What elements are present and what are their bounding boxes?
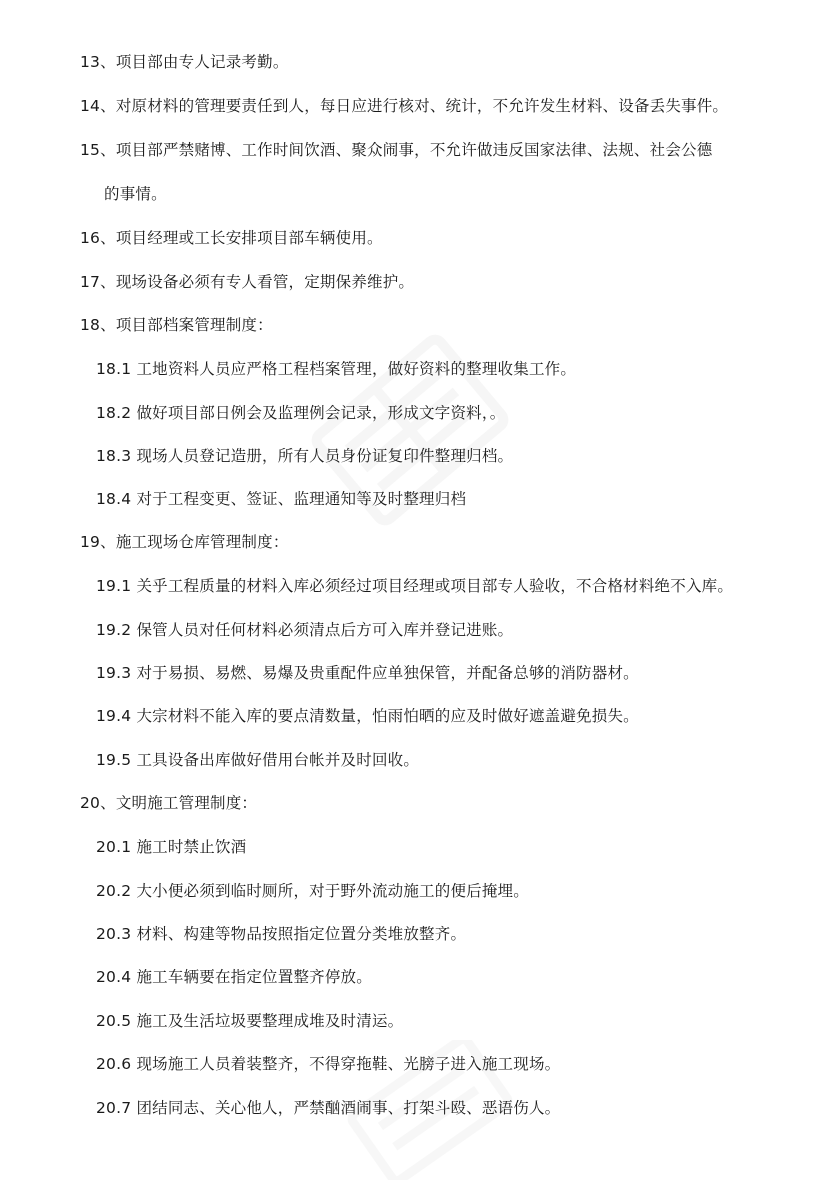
item-19-3: 19.3 对于易损、易燃、易爆及贵重配件应单独保管，并配备总够的消防器材。 [96, 664, 639, 682]
item-18-heading: 18、项目部档案管理制度： [80, 316, 273, 334]
item-19-heading: 19、施工现场仓库管理制度： [80, 533, 289, 551]
item-18-4: 18.4 对于工程变更、签证、监理通知等及时整理归档 [96, 490, 467, 508]
item-20-5: 20.5 施工及生活垃圾要整理成堆及时清运。 [96, 1012, 404, 1030]
item-20-1: 20.1 施工时禁止饮酒 [96, 838, 247, 856]
item-19-2: 19.2 保管人员对任何材料必须清点后方可入库并登记进账。 [96, 621, 514, 639]
item-16: 16、项目经理或工长安排项目部车辆使用。 [80, 229, 383, 247]
item-13: 13、项目部由专人记录考勤。 [80, 53, 289, 71]
watermark-logo [260, 280, 560, 580]
item-18-3: 18.3 现场人员登记造册，所有人员身份证复印件整理归档。 [96, 447, 514, 465]
item-17: 17、现场设备必须有专人看管，定期保养维护。 [80, 273, 415, 291]
item-20-2: 20.2 大小便必须到临时厕所，对于野外流动施工的便后掩埋。 [96, 882, 529, 900]
item-18-2: 18.2 做好项目部日例会及监理例会记录，形成文字资料，。 [96, 404, 506, 422]
item-19-5: 19.5 工具设备出库做好借用台帐并及时回收。 [96, 751, 420, 769]
item-18-1: 18.1 工地资料人员应严格工程档案管理，做好资料的整理收集工作。 [96, 360, 577, 378]
item-20-3: 20.3 材料、构建等物品按照指定位置分类堆放整齐。 [96, 925, 467, 943]
item-20-heading: 20、文明施工管理制度： [80, 794, 258, 812]
item-20-4: 20.4 施工车辆要在指定位置整齐停放。 [96, 968, 372, 986]
item-15-continued: 的事情。 [104, 185, 167, 203]
item-20-6: 20.6 现场施工人员着装整齐，不得穿拖鞋、光膀子进入施工现场。 [96, 1055, 561, 1073]
item-15: 15、项目部严禁赌博、工作时间饮酒、聚众闹事，不允许做违反国家法律、法规、社会公德 [80, 141, 713, 159]
item-14: 14、对原材料的管理要责任到人，每日应进行核对、统计，不允许发生材料、设备丢失事件。 [80, 97, 729, 115]
item-19-4: 19.4 大宗材料不能入库的要点清数量，怕雨怕晒的应及时做好遮盖避免损失。 [96, 707, 639, 725]
item-19-1: 19.1 关乎工程质量的材料入库必须经过项目经理或项目部专人验收，不合格材料绝不入库。 [96, 577, 734, 595]
item-20-7: 20.7 团结同志、关心他人，严禁酗酒闹事、打架斗殴、恶语伤人。 [96, 1099, 561, 1117]
